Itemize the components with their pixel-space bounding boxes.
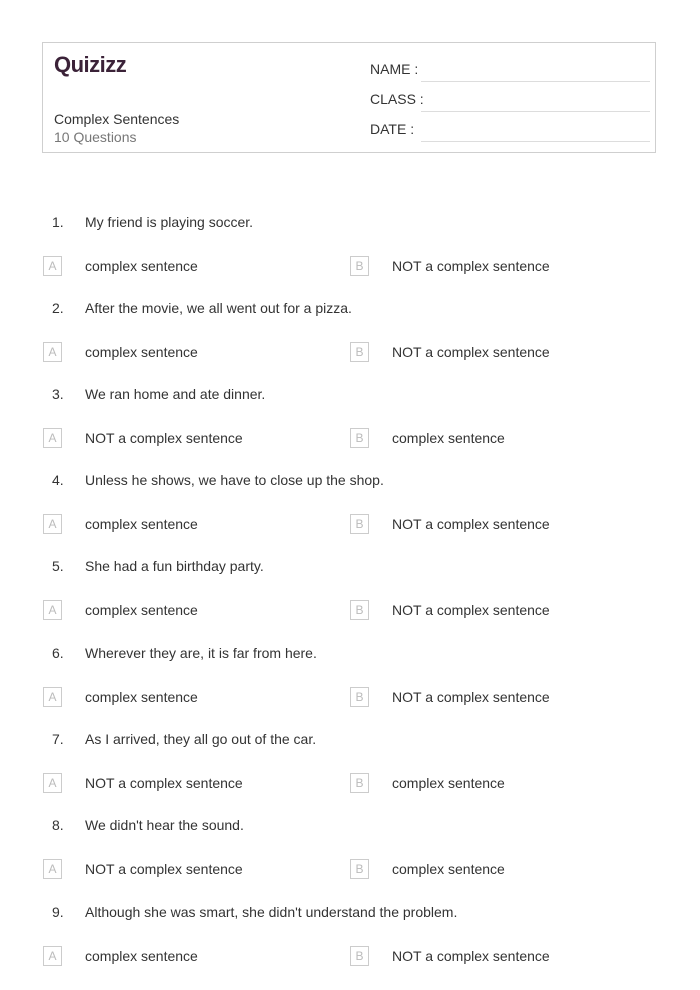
option-letter-box[interactable]: B [350, 600, 369, 620]
date-label: DATE : [370, 121, 415, 137]
option-text: complex sentence [85, 516, 198, 532]
question-number: 6. [52, 645, 64, 661]
option-text: NOT a complex sentence [392, 516, 550, 532]
option-letter-box[interactable]: B [350, 773, 369, 793]
option-text: NOT a complex sentence [392, 689, 550, 705]
worksheet-header [42, 42, 656, 153]
worksheet-title: Complex Sentences [54, 111, 180, 127]
question-number: 4. [52, 472, 64, 488]
question-3 [0, 386, 700, 406]
name-input-line[interactable] [421, 81, 650, 82]
option-letter-box[interactable]: B [350, 342, 369, 362]
question-text: After the movie, we all went out for a pizza. [85, 300, 352, 316]
question-number: 8. [52, 817, 64, 833]
question-text: Although she was smart, she didn't understand the problem. [85, 904, 458, 920]
question-2 [0, 300, 700, 320]
option-letter-box[interactable]: A [43, 428, 62, 448]
question-number: 5. [52, 558, 64, 574]
option-letter-box[interactable]: A [43, 256, 62, 276]
option-letter-box[interactable]: B [350, 428, 369, 448]
option-letter-box[interactable]: B [350, 256, 369, 276]
question-text: Unless he shows, we have to close up the shop. [85, 472, 384, 488]
question-text: We ran home and ate dinner. [85, 386, 266, 402]
option-letter-box[interactable]: B [350, 859, 369, 879]
question-number: 1. [52, 214, 64, 230]
option-text: complex sentence [392, 775, 505, 791]
option-letter-box[interactable]: A [43, 946, 62, 966]
name-field[interactable] [370, 59, 650, 81]
option-text: complex sentence [85, 948, 198, 964]
option-text: complex sentence [392, 430, 505, 446]
option-text: NOT a complex sentence [392, 948, 550, 964]
question-9 [0, 904, 700, 924]
option-text: complex sentence [85, 602, 198, 618]
option-letter-box[interactable]: A [43, 600, 62, 620]
question-number: 2. [52, 300, 64, 316]
question-7 [0, 731, 700, 751]
option-text: complex sentence [392, 861, 505, 877]
option-letter-box[interactable]: B [350, 514, 369, 534]
option-text: NOT a complex sentence [392, 344, 550, 360]
option-letter-box[interactable]: A [43, 342, 62, 362]
class-label: CLASS : [370, 91, 424, 107]
question-4 [0, 472, 700, 492]
name-label: NAME : [370, 61, 419, 77]
question-1 [0, 214, 700, 234]
option-text: NOT a complex sentence [85, 430, 243, 446]
question-number: 9. [52, 904, 64, 920]
question-text: We didn't hear the sound. [85, 817, 244, 833]
question-text: As I arrived, they all go out of the car. [85, 731, 317, 747]
question-number: 7. [52, 731, 64, 747]
option-text: complex sentence [85, 689, 198, 705]
question-8 [0, 817, 700, 837]
class-input-line[interactable] [421, 111, 650, 112]
option-text: complex sentence [85, 344, 198, 360]
option-text: NOT a complex sentence [85, 861, 243, 877]
option-letter-box[interactable]: B [350, 946, 369, 966]
question-count: 10 Questions [54, 129, 137, 145]
option-text: complex sentence [85, 258, 198, 274]
option-text: NOT a complex sentence [392, 258, 550, 274]
option-letter-box[interactable]: B [350, 687, 369, 707]
option-letter-box[interactable]: A [43, 859, 62, 879]
question-text: She had a fun birthday party. [85, 558, 264, 574]
option-text: NOT a complex sentence [85, 775, 243, 791]
date-field[interactable] [370, 119, 650, 141]
question-number: 3. [52, 386, 64, 402]
option-letter-box[interactable]: A [43, 773, 62, 793]
question-5 [0, 558, 700, 578]
date-input-line[interactable] [421, 141, 650, 142]
question-text: Wherever they are, it is far from here. [85, 645, 317, 661]
option-letter-box[interactable]: A [43, 514, 62, 534]
option-letter-box[interactable]: A [43, 687, 62, 707]
question-text: My friend is playing soccer. [85, 214, 254, 230]
class-field[interactable] [370, 89, 650, 111]
question-6 [0, 645, 700, 665]
option-text: NOT a complex sentence [392, 602, 550, 618]
quizizz-logo: Quizizz [54, 52, 127, 77]
